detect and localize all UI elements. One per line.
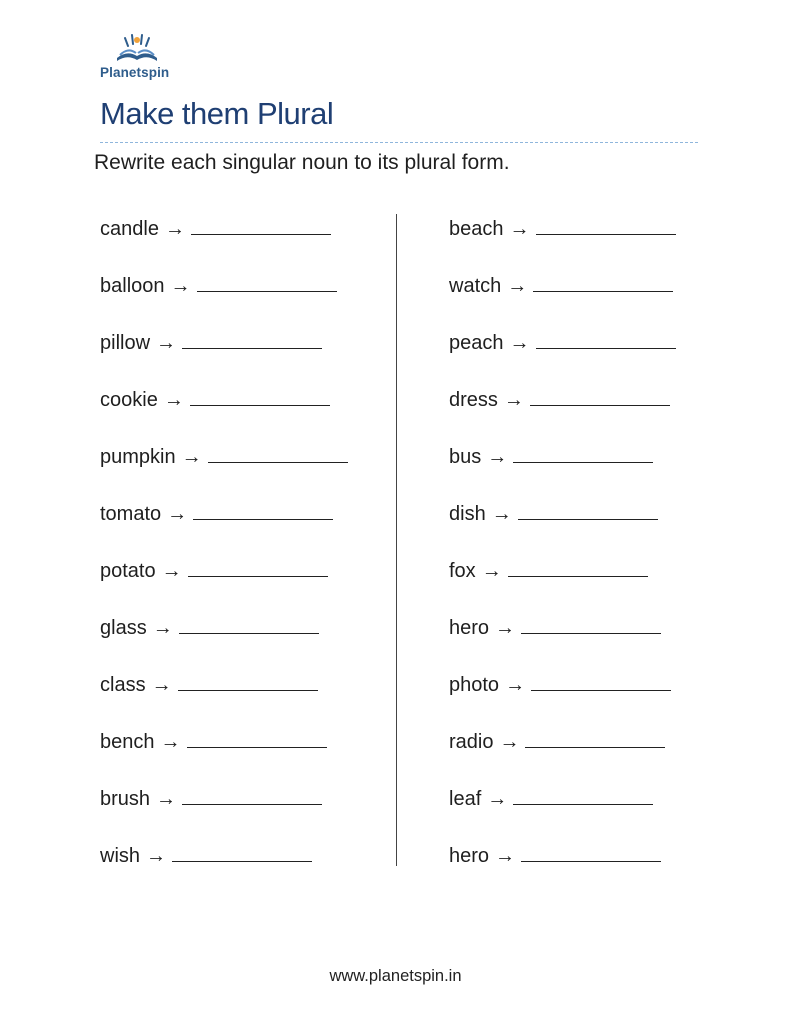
singular-noun: glass <box>100 617 147 639</box>
planetspin-logo <box>100 34 174 84</box>
open-book-logo-icon <box>114 34 160 62</box>
answer-blank[interactable] <box>172 841 312 862</box>
word-item <box>449 784 676 841</box>
answer-blank[interactable] <box>197 271 337 292</box>
footer-website-link[interactable]: www.planetspin.in <box>329 967 462 985</box>
answer-blank[interactable] <box>531 670 671 691</box>
singular-noun: potato <box>100 560 156 582</box>
singular-noun: hero <box>449 845 490 867</box>
arrow-right-icon: → <box>170 275 191 297</box>
singular-noun: pillow <box>100 332 151 354</box>
answer-blank[interactable] <box>190 385 330 406</box>
word-item <box>449 613 676 670</box>
singular-noun: brush <box>100 788 151 810</box>
word-item <box>449 670 676 727</box>
singular-noun: balloon <box>100 275 165 297</box>
answer-blank[interactable] <box>208 442 348 463</box>
word-item <box>100 499 348 556</box>
arrow-right-icon: → <box>156 788 177 810</box>
word-item <box>100 784 348 841</box>
word-item <box>449 214 676 271</box>
arrow-right-icon: → <box>163 389 184 411</box>
arrow-right-icon: → <box>181 446 202 468</box>
word-item <box>449 556 676 613</box>
singular-noun: photo <box>449 674 500 696</box>
answer-blank[interactable] <box>508 556 648 577</box>
arrow-right-icon: → <box>161 560 182 582</box>
arrow-right-icon: → <box>507 275 528 297</box>
title-divider <box>100 142 698 143</box>
answer-blank[interactable] <box>182 784 322 805</box>
singular-noun: peach <box>449 332 504 354</box>
singular-noun: fox <box>449 560 476 582</box>
arrow-right-icon: → <box>509 218 530 240</box>
answer-blank[interactable] <box>533 271 673 292</box>
answer-blank[interactable] <box>525 727 665 748</box>
arrow-right-icon: → <box>487 446 508 468</box>
right-word-column <box>449 214 676 898</box>
answer-blank[interactable] <box>191 214 331 235</box>
word-item <box>449 328 676 385</box>
column-divider <box>396 214 397 866</box>
singular-noun: wish <box>100 845 141 867</box>
word-item <box>100 727 348 784</box>
arrow-right-icon: → <box>152 617 173 639</box>
singular-noun: tomato <box>100 503 162 525</box>
arrow-right-icon: → <box>481 560 502 582</box>
singular-noun: dress <box>449 389 498 411</box>
answer-blank[interactable] <box>530 385 670 406</box>
singular-noun: watch <box>449 275 502 297</box>
answer-blank[interactable] <box>536 214 676 235</box>
answer-blank[interactable] <box>513 442 653 463</box>
arrow-right-icon: → <box>164 218 185 240</box>
word-item <box>449 499 676 556</box>
singular-noun: hero <box>449 617 490 639</box>
answer-blank[interactable] <box>193 499 333 520</box>
answer-blank[interactable] <box>178 670 318 691</box>
singular-noun: beach <box>449 218 504 240</box>
singular-noun: leaf <box>449 788 482 810</box>
answer-blank[interactable] <box>518 499 658 520</box>
arrow-right-icon: → <box>167 503 188 525</box>
answer-blank[interactable] <box>182 328 322 349</box>
word-item <box>100 442 348 499</box>
arrow-right-icon: → <box>503 389 524 411</box>
word-item <box>100 670 348 727</box>
answer-blank[interactable] <box>513 784 653 805</box>
singular-noun: cookie <box>100 389 158 411</box>
answer-blank[interactable] <box>179 613 319 634</box>
worksheet-title: Make them Plural <box>100 96 334 131</box>
answer-blank[interactable] <box>187 727 327 748</box>
word-item <box>100 328 348 385</box>
left-word-column <box>100 214 348 898</box>
word-item <box>100 271 348 328</box>
arrow-right-icon: → <box>505 674 526 696</box>
arrow-right-icon: → <box>499 731 520 753</box>
arrow-right-icon: → <box>156 332 177 354</box>
word-item <box>100 613 348 670</box>
logo-wordmark: Planetspin <box>100 65 170 80</box>
arrow-right-icon: → <box>160 731 181 753</box>
singular-noun: bench <box>100 731 155 753</box>
word-item <box>449 727 676 784</box>
word-item <box>100 214 348 271</box>
word-item <box>100 385 348 442</box>
arrow-right-icon: → <box>495 845 516 867</box>
arrow-right-icon: → <box>146 845 167 867</box>
singular-noun: class <box>100 674 146 696</box>
word-item <box>100 556 348 613</box>
word-item <box>449 271 676 328</box>
arrow-right-icon: → <box>487 788 508 810</box>
singular-noun: pumpkin <box>100 446 176 468</box>
singular-noun: dish <box>449 503 486 525</box>
word-item <box>449 442 676 499</box>
singular-noun: candle <box>100 218 159 240</box>
answer-blank[interactable] <box>536 328 676 349</box>
instructions: Rewrite each singular noun to its plural form. <box>94 151 510 174</box>
arrow-right-icon: → <box>495 617 516 639</box>
singular-noun: bus <box>449 446 482 468</box>
answer-blank[interactable] <box>521 613 661 634</box>
answer-blank[interactable] <box>188 556 328 577</box>
word-item <box>449 841 676 898</box>
answer-blank[interactable] <box>521 841 661 862</box>
arrow-right-icon: → <box>491 503 512 525</box>
arrow-right-icon: → <box>151 674 172 696</box>
word-item <box>449 385 676 442</box>
arrow-right-icon: → <box>509 332 530 354</box>
word-item <box>100 841 348 898</box>
singular-noun: radio <box>449 731 494 753</box>
